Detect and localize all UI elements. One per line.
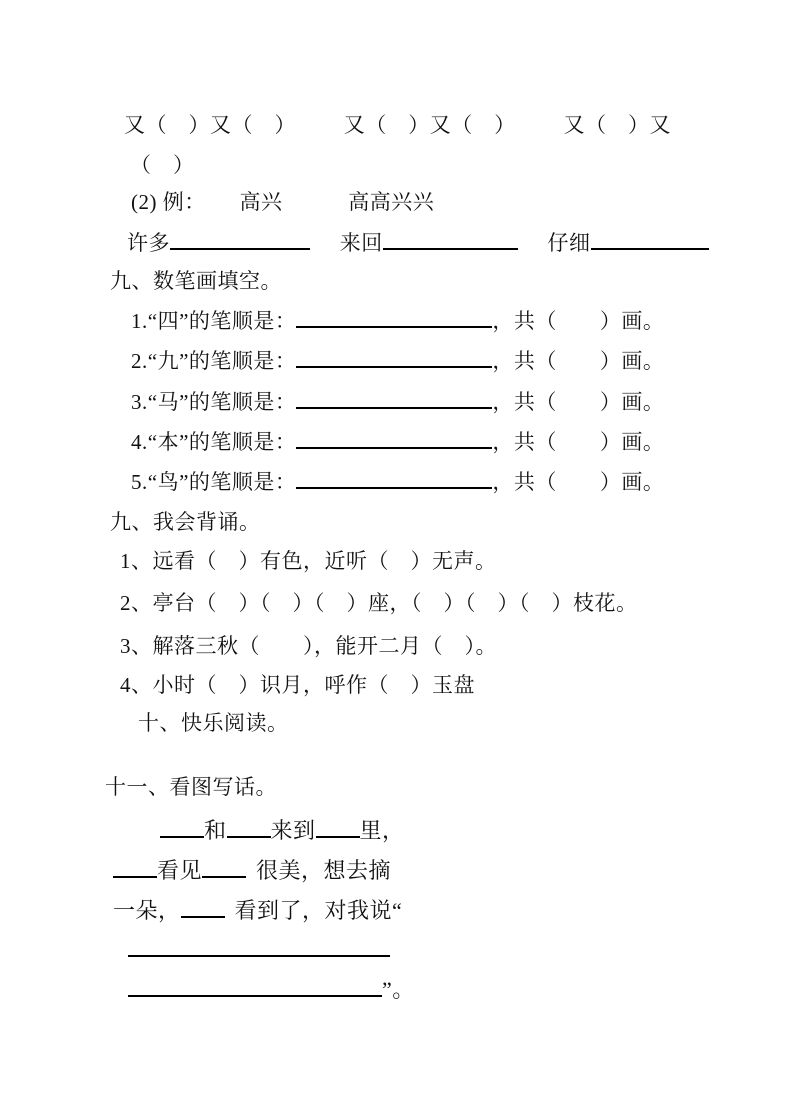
stroke-item-1-label: 1.“四”的笔顺是： [131, 309, 297, 333]
stroke-item-5-blank [296, 466, 492, 489]
recite-item-1: 1、远看（ ）有色，近听（ ）无声。 [120, 549, 497, 573]
writing-section-title: 十一、看图写话。 [105, 775, 277, 799]
pattern-group-1: 又（ ）又（ ） [124, 113, 296, 137]
recite-item-4: 4、小时（ ）识月，呼作（ ）玉盘 [120, 673, 475, 697]
writing-line-2-blank-2 [202, 854, 246, 878]
writing-line-1-text-2: 来到 [270, 818, 316, 843]
example-prefix: (2) 例： [131, 190, 206, 214]
stroke-item-5 [131, 462, 664, 502]
stroke-item-1-suffix: ，共（ ）画。 [492, 309, 665, 333]
stroke-item-4-suffix: ，共（ ）画。 [492, 430, 665, 454]
stroke-item-4-blank [296, 426, 492, 449]
pattern-line [124, 105, 671, 145]
example-expanded: 高高兴兴 [348, 190, 435, 214]
writing-line-2-blank-1 [113, 854, 157, 878]
pattern-group-2: 又（ ）又（ ） [343, 113, 516, 137]
word-fill-blank-1 [170, 227, 310, 250]
writing-line-3-text-2: 看到了，对我说“ [234, 898, 403, 923]
stroke-item-2-suffix: ，共（ ）画。 [492, 349, 665, 373]
writing-line-1 [160, 811, 405, 851]
writing-line-1-blank-3 [316, 814, 360, 838]
stroke-section-title: 九、数笔画填空。 [110, 269, 282, 293]
writing-line-2-text-2: 很美，想去摘 [256, 858, 392, 883]
stroke-item-4-label: 4.“本”的笔顺是： [131, 430, 297, 454]
stroke-item-1 [131, 301, 664, 341]
stroke-item-5-suffix: ，共（ ）画。 [492, 470, 665, 494]
writing-answer-blank-1 [128, 933, 390, 957]
recite-item-3: 3、解落三秋（ ），能开二月（ ）。 [120, 634, 497, 658]
stroke-item-1-blank [296, 305, 492, 328]
writing-line-2-text-1: 看见 [157, 858, 203, 883]
example-line [131, 182, 434, 222]
writing-closing-quote: ”。 [382, 977, 415, 1002]
writing-line-3-text-1: 一朵， [113, 898, 181, 923]
stroke-item-2-blank [296, 345, 492, 368]
stroke-item-4 [131, 422, 664, 462]
writing-line-1-blank-1 [160, 814, 204, 838]
word-fill-blank-2 [383, 227, 518, 250]
recite-section-title: 九、我会背诵。 [110, 510, 261, 534]
reading-section-title: 十、快乐阅读。 [138, 711, 289, 735]
recite-item-2: 2、亭台（ ）（ ）（ ）座，（ ）（ ）（ ）枝花。 [120, 591, 638, 615]
stroke-item-5-label: 5.“鸟”的笔顺是： [131, 470, 297, 494]
writing-answer-blank-2 [128, 973, 382, 997]
stroke-item-3 [131, 382, 664, 422]
writing-answer-line-2 [128, 970, 415, 1010]
stroke-item-2-label: 2.“九”的笔顺是： [131, 349, 297, 373]
pattern-wrap-line: （ ） [130, 153, 195, 177]
writing-line-2 [113, 851, 391, 891]
example-word: 高兴 [239, 190, 283, 214]
stroke-item-2 [131, 341, 664, 381]
word-fill-blank-3 [591, 227, 709, 250]
writing-answer-line-1 [128, 930, 390, 970]
stroke-item-3-label: 3.“马”的笔顺是： [131, 390, 297, 414]
stroke-item-3-suffix: ，共（ ）画。 [492, 390, 665, 414]
writing-line-3 [113, 891, 402, 931]
pattern-group-3: 又（ ）又 [563, 113, 671, 137]
writing-line-1-blank-2 [227, 814, 271, 838]
word-fill-2: 来回 [339, 231, 383, 255]
writing-line-1-text-3: 里， [359, 818, 405, 843]
stroke-item-3-blank [296, 386, 492, 409]
word-fill-3: 仔细 [547, 231, 591, 255]
word-fill-line [127, 223, 709, 263]
writing-line-1-text-1: 和 [204, 818, 227, 843]
writing-line-3-blank-1 [181, 894, 225, 918]
word-fill-1: 许多 [127, 231, 170, 255]
